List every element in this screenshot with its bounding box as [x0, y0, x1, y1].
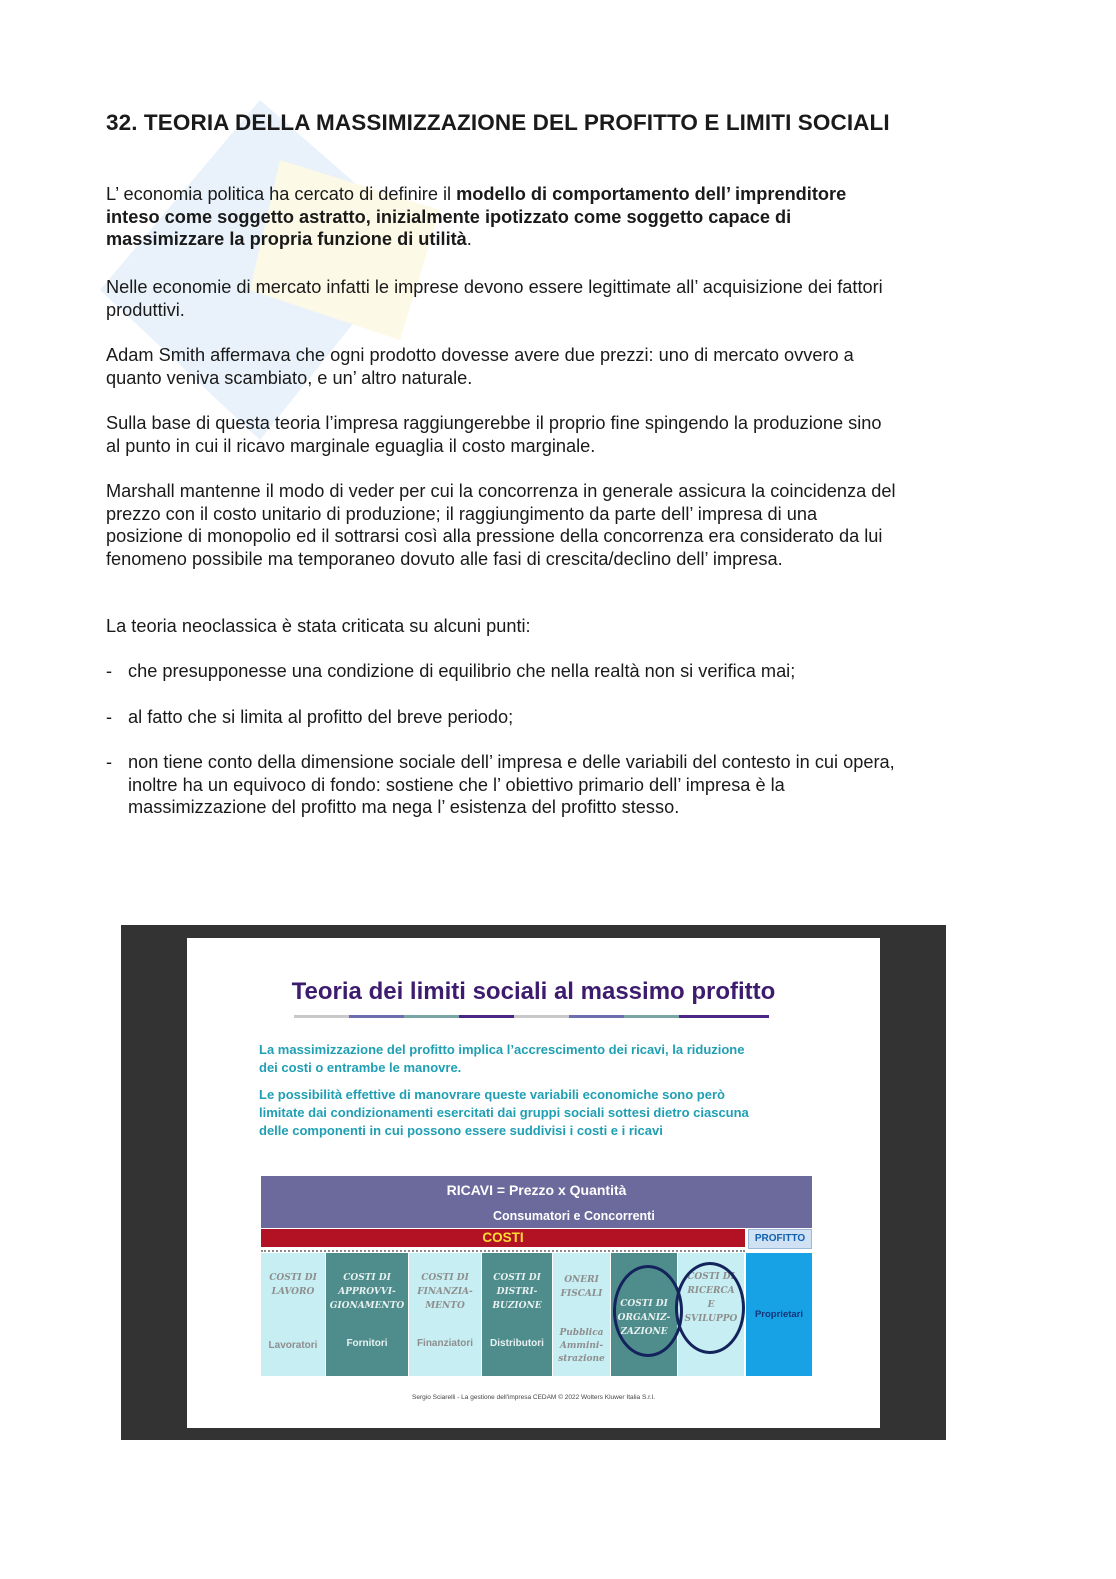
highlight-circle-organizzazione: [613, 1265, 683, 1357]
cost-revenue-table: [261, 1176, 812, 1376]
col-costi-approvvigionamento: COSTI DI APPROVVI- GIONAMENTO Fornitori: [326, 1253, 408, 1376]
col-costi-lavoro: COSTI DI LAVORO Lavoratori: [261, 1253, 325, 1376]
slide-paragraph-1: La massimizzazione del profitto implica l’accrescimento dei ricavi, la riduzione dei costi o entrambe le manovre.: [259, 1042, 745, 1075]
paragraph-4: Sulla base di questa teoria l’impresa raggiungerebbe il proprio fine spingendo la produzione sino al punto in cui il ricavo marginale eguaglia il costo marginale.: [106, 413, 882, 456]
col-costi-finanziamento: COSTI DI FINANZIA- MENTO Finanziatori: [409, 1253, 481, 1376]
paragraph-6: La teoria neoclassica è stata criticata su alcuni punti:: [106, 616, 531, 636]
dotted-divider: [261, 1250, 745, 1252]
slide-paragraph-2: Le possibilità effettive di manovrare queste variabili economiche sono però limitate dai condizionamenti esercitati dai gruppi sociali sottesi dietro ciascuna delle componenti in cui possono essere suddivisi i costi e i ricavi: [259, 1087, 749, 1138]
p1-l3: massimizzare la propria funzione di utilità.: [106, 229, 472, 250]
paragraph-1: [106, 183, 1006, 251]
p1-l1: L’ economia politica ha cercato di definire il modello di comportamento dell’ imprenditore: [106, 184, 847, 204]
slide: [187, 938, 880, 1428]
paragraph-5: Marshall mantenne il modo di veder per cui la concorrenza in generale assicura la coincidenza del prezzo con il costo unitario di produzione; il raggiungimento da parte dell’ impresa di una posizione di monopolio ed il sottrarsi così alla pressione della concorrenza era considerato da lui fenomeno possibile ma temporaneo dovuto alle fasi di crescita/declino dell’ impresa.: [106, 481, 896, 569]
ricavi-bar: [261, 1176, 812, 1228]
col-profitto: Proprietari: [746, 1253, 812, 1376]
title-rule-8: [679, 1015, 769, 1018]
highlight-circle-ricerca: [675, 1262, 745, 1354]
slide-image-frame: [121, 925, 946, 1440]
title-rule-3: [404, 1015, 459, 1018]
consumatori-label: Consumatori e Concorrenti: [493, 1209, 655, 1223]
slide-credit: Sergio Sciarelli - La gestione dell'impresa CEDAM © 2022 Wolters Kluwer Italia S.r.l.: [412, 1394, 655, 1401]
slide-title: Teoria dei limiti sociali al massimo profitto: [291, 978, 776, 1005]
p1-l2: inteso come soggetto astratto, inizialmente ipotizzato come soggetto capace di: [106, 206, 792, 227]
title-rule-6: [569, 1015, 624, 1018]
title-rule-1: [294, 1015, 349, 1018]
profitto-label: PROFITTO: [754, 1233, 806, 1244]
profitto-header: [748, 1229, 812, 1249]
costi-bar: [261, 1229, 745, 1247]
col-costi-ricerca-sviluppo: COSTI DI RICERCA E SVILUPPO: [678, 1253, 744, 1376]
col-oneri-fiscali: ONERI FISCALI Pubblica Ammini- strazione: [553, 1253, 610, 1376]
title-rule-4: [459, 1015, 514, 1018]
col-costi-organizzazione: COSTI DI ORGANIZ- ZAZIONE: [611, 1253, 677, 1376]
paragraph-3: Adam Smith affermava che ogni prodotto dovesse avere due prezzi: uno di mercato ovvero a quanto veniva scambiato, e un’ altro naturale.: [106, 345, 854, 388]
ricavi-label: RICAVI = Prezzo x Quantità: [446, 1182, 627, 1198]
title-rule-5: [514, 1015, 569, 1018]
costi-label: COSTI: [482, 1230, 524, 1245]
document-title: 32. TEORIA DELLA MASSIMIZZAZIONE DEL PROFITTO E LIMITI SOCIALI: [106, 110, 890, 135]
title-rule-2: [349, 1015, 404, 1018]
title-rule-7: [624, 1015, 679, 1018]
paragraph-2: Nelle economie di mercato infatti le imprese devono essere legittimate all’ acquisizione dei fattori produttivi.: [106, 277, 883, 320]
col-costi-distribuzione: COSTI DI DISTRI- BUZIONE Distributori: [482, 1253, 552, 1376]
